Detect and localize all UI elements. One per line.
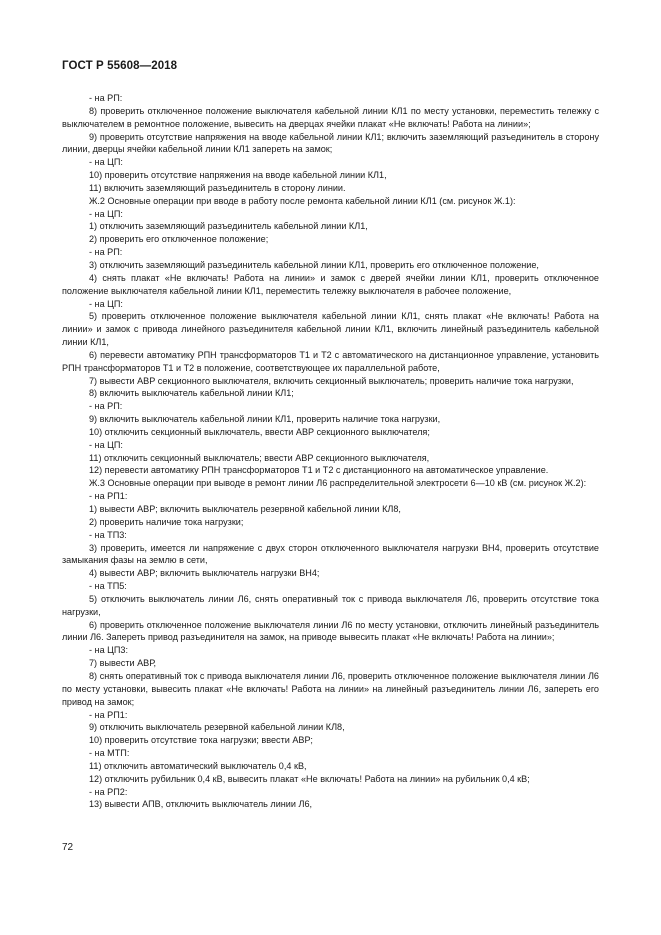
- paragraph: - на РП:: [89, 247, 123, 258]
- paragraph: 7) вывести АВР секционного выключателя, включить секционный выключатель; проверить наличие тока нагрузки,: [89, 375, 574, 386]
- paragraph: 11) включить заземляющий разъединитель в сторону линии.: [89, 182, 346, 193]
- paragraph: 8) снять оперативный ток с привода выключателя линии Л6, проверить отключенное положение выключателя линии Л6 по месту установки, вывесить плакат «Не включать! Работа на линии» на линейный разъединитель линии Л6, запереть его привод на замок;: [62, 670, 599, 707]
- paragraph: - на ТП5:: [89, 581, 127, 592]
- paragraph: 12) перевести автоматику РПН трансформаторов Т1 и Т2 с дистанционного на автоматическое управление.: [89, 465, 549, 476]
- paragraph: - на ЦП:: [89, 157, 123, 168]
- paragraph: - на РП1:: [89, 491, 128, 502]
- paragraph: 10) проверить отсутствие тока нагрузки; ввести АВР;: [89, 735, 313, 746]
- paragraph: 2) проверить наличие тока нагрузки;: [89, 516, 244, 527]
- paragraph: 4) вывести АВР; включить выключатель нагрузки ВН4;: [89, 568, 320, 579]
- paragraph: - на ЦП3:: [89, 645, 129, 656]
- paragraph: 12) отключить рубильник 0,4 кВ, вывесить плакат «Не включать! Работа на линии» на рубильник 0,4 кВ;: [89, 773, 530, 784]
- page-header: ГОСТ Р 55608—2018: [62, 60, 178, 72]
- paragraph: Ж.3 Основные операции при выводе в ремонт линии Л6 распределительной электросети 6—10 кВ (см. рисунок Ж.2):: [89, 478, 587, 489]
- paragraph: 6) проверить отключенное положение выключателя линии Л6 по месту установки, отключить линейный разъединитель линии Л6. Запереть привод разъединителя на замок, на приводе вывесить плакат «Не включать! Работа на линии»;: [62, 619, 599, 643]
- page-number: 72: [62, 842, 74, 853]
- paragraph: 8) проверить отключенное положение выключателя кабельной линии КЛ1 по месту установки, переместить тележку с выключателем в ремонтное положение, вывесить на дверцах ячейки плакат «Не включать! Работа на линии»;: [62, 105, 599, 129]
- document-body: [62, 92, 599, 811]
- paragraph: 9) отключить выключатель резервной кабельной линии КЛ8,: [89, 722, 345, 733]
- paragraph: 6) перевести автоматику РПН трансформаторов Т1 и Т2 с автоматического на дистанционное управление, установить РПН трансформаторов Т1 и Т2 в положение, соответствующее их параллельной работе,: [62, 349, 599, 373]
- paragraph: 11) отключить секционный выключатель; ввести АВР секционного выключателя,: [89, 452, 430, 463]
- paragraph: 10) проверить отсутствие напряжения на вводе кабельной линии КЛ1,: [89, 170, 387, 181]
- paragraph: 3) отключить заземляющий разъединитель кабельной линии КЛ1, проверить его отключенное положение,: [89, 259, 539, 270]
- paragraph: 10) отключить секционный выключатель, ввести АВР секционного выключателя;: [89, 426, 430, 437]
- paragraph: - на МТП:: [89, 748, 130, 759]
- paragraph: Ж.2 Основные операции при вводе в работу после ремонта кабельной линии КЛ1 (см. рисунок Ж.1):: [89, 195, 516, 206]
- paragraph: - на РП1:: [89, 709, 128, 720]
- paragraph: 8) включить выключатель кабельной линии КЛ1;: [89, 388, 294, 399]
- paragraph: 11) отключить автоматический выключатель 0,4 кВ,: [89, 760, 307, 771]
- paragraph: 5) отключить выключатель линии Л6, снять оперативный ток с привода выключателя Л6, проверить отсутствие тока нагрузки,: [62, 593, 599, 617]
- paragraph: - на ТП3:: [89, 529, 127, 540]
- paragraph: - на ЦП:: [89, 298, 123, 309]
- paragraph: 3) проверить, имеется ли напряжение с двух сторон отключенного выключателя нагрузки ВН4, проверить отсутствие замыкания фазы на землю в сети,: [62, 542, 599, 566]
- paragraph: 2) проверить его отключенное положение;: [89, 234, 269, 245]
- paragraph: - на ЦП:: [89, 208, 123, 219]
- paragraph: 4) снять плакат «Не включать! Работа на линии» и замок с дверей ячейки линии КЛ1, проверить отключенное положение выключателя кабельной линии КЛ1, переместить тележку выключателя в рабочее положение,: [62, 272, 599, 296]
- paragraph: 9) проверить отсутствие напряжения на вводе кабельной линии КЛ1; включить заземляющий разъединитель в сторону линии, дверцы ячейки кабельной линии КЛ1 запереть на замок;: [62, 131, 599, 155]
- paragraph: 7) вывести АВР,: [89, 658, 157, 669]
- paragraph: 1) отключить заземляющий разъединитель кабельной линии КЛ1,: [89, 221, 368, 232]
- paragraph: 1) вывести АВР; включить выключатель резервной кабельной линии КЛ8,: [89, 504, 401, 514]
- paragraph: 5) проверить отключенное положение выключателя кабельной линии КЛ1, снять плакат «Не включать! Работа на линии» и замок с привода линейного разъединителя кабельной линии КЛ1, включить линейный разъединитель кабельной линии КЛ1,: [62, 311, 599, 348]
- paragraph: - на РП:: [89, 401, 123, 412]
- paragraph: 13) вывести АПВ, отключить выключатель линии Л6,: [89, 799, 313, 810]
- paragraph: 9) включить выключатель кабельной линии КЛ1, проверить наличие тока нагрузки,: [89, 414, 441, 425]
- paragraph: - на РП2:: [89, 786, 128, 797]
- paragraph: - на ЦП:: [89, 439, 123, 450]
- paragraph: - на РП:: [89, 93, 123, 103]
